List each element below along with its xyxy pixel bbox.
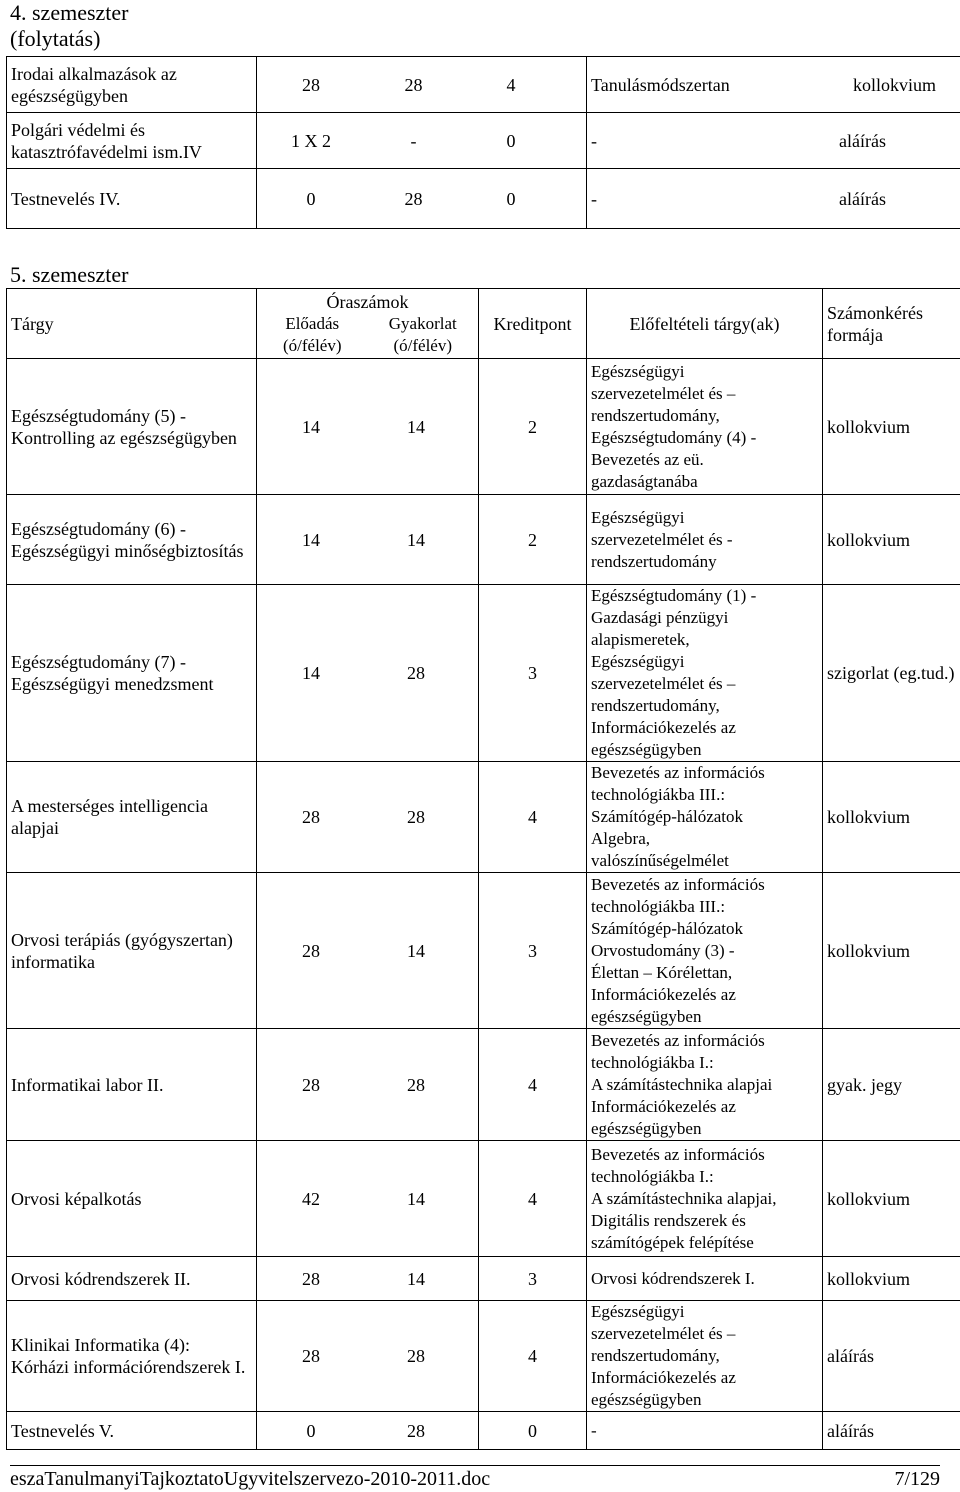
lecture-value: 28 bbox=[302, 1268, 320, 1289]
prereq-line: Bevezetés az információs bbox=[591, 1030, 765, 1050]
prereq-cell bbox=[587, 873, 823, 1029]
subject-cell: Egészségtudomány (7) - Egészségügyi menedzsment bbox=[7, 585, 257, 762]
prereq-line: rendszertudomány, bbox=[591, 1346, 720, 1365]
hours-group bbox=[261, 1345, 474, 1367]
prereq-line: Információkezelés az bbox=[591, 984, 736, 1004]
exam-value: kollokvium bbox=[823, 762, 960, 873]
sem4-title bbox=[10, 0, 129, 52]
prereq-line: Egészségtudomány (4) - bbox=[591, 427, 757, 447]
prereq-line: Információkezelés az bbox=[591, 1096, 736, 1116]
exam-value: aláírás bbox=[823, 1301, 960, 1412]
prereq-line: Algebra, bbox=[591, 829, 651, 848]
exam-value: kollokvium bbox=[852, 74, 936, 95]
footer-filename: eszaTanulmanyiTajkoztatoUgyvitelszervezo-2010-2011.doc bbox=[10, 1468, 491, 1490]
table-row bbox=[7, 1257, 960, 1301]
subject-cell: Egészségtudomány (5) - Kontrolling az egészségügyben bbox=[7, 359, 257, 495]
prereq-cell bbox=[587, 585, 823, 762]
subject-cell: Egészségtudomány (6) - Egészségügyi minőségbiztosítás bbox=[7, 495, 257, 585]
credit-value: 0 bbox=[506, 130, 516, 151]
sem5-table bbox=[6, 288, 960, 359]
prereq-cell bbox=[587, 1141, 823, 1257]
exam-value: kollokvium bbox=[823, 1141, 960, 1257]
practice-value: 28 bbox=[407, 1074, 425, 1095]
sem5-title: 5. szemeszter bbox=[10, 262, 129, 287]
lecture-value: 28 bbox=[302, 74, 320, 95]
hours-group bbox=[261, 940, 474, 962]
prereq-line: alapismeretek, bbox=[591, 630, 690, 649]
lecture-value: 28 bbox=[302, 1074, 320, 1095]
subject-cell: Klinikai Informatika (4): Kórházi információrendszerek I. bbox=[7, 1301, 257, 1412]
lecture-value: 28 bbox=[302, 807, 320, 827]
practice-value: 28 bbox=[407, 807, 425, 827]
subject-cell: Irodai alkalmazások az egészségügyben bbox=[7, 57, 257, 113]
footer-page-number: 7/129 bbox=[894, 1468, 940, 1490]
lecture-value: 28 bbox=[302, 940, 320, 961]
prereq-line: Bevezetés az információs bbox=[591, 874, 765, 894]
credit-value: 4 bbox=[479, 1141, 587, 1257]
prereq-line: szervezetelmélet és – bbox=[591, 383, 736, 403]
prereq-cell bbox=[587, 1029, 823, 1141]
practice-value: - bbox=[410, 130, 417, 151]
prereq-line: - bbox=[591, 1420, 597, 1440]
header-hours bbox=[257, 289, 479, 359]
subject-cell: Orvosi terápiás (gyógyszertan) informatika bbox=[7, 873, 257, 1029]
hours-cell bbox=[257, 1141, 479, 1257]
prereq-line: technológiákba III.: bbox=[591, 896, 726, 916]
hours-cell bbox=[257, 1412, 479, 1450]
prereq-line: Számítógép-hálózatok bbox=[591, 807, 744, 826]
hours-group bbox=[261, 1188, 474, 1210]
practice-value: 28 bbox=[407, 1420, 425, 1441]
prereq-line: egészségügyben bbox=[591, 1118, 702, 1138]
practice-value: 14 bbox=[407, 1268, 425, 1289]
table-row bbox=[7, 1301, 960, 1412]
prereq-line: Bevezetés az információs bbox=[591, 1144, 765, 1164]
prereq-line: Élettan – Kórélettan, bbox=[591, 962, 733, 982]
practice-value: 28 bbox=[407, 663, 425, 683]
prereq-line: technológiákba I.: bbox=[591, 1166, 714, 1186]
exam-value: kollokvium bbox=[823, 1257, 960, 1301]
prereq-line: egészségügyben bbox=[591, 1006, 702, 1026]
hours-credit-group bbox=[261, 188, 582, 210]
hours-group bbox=[261, 662, 474, 684]
prereq-line: rendszertudomány, bbox=[591, 696, 720, 715]
prereq-line: technológiákba I.: bbox=[591, 1052, 714, 1072]
table-row bbox=[7, 762, 960, 873]
table-row bbox=[7, 113, 960, 169]
table-row bbox=[7, 57, 960, 113]
prereq-line: szervezetelmélet és – bbox=[591, 674, 736, 693]
table-row bbox=[7, 1141, 960, 1257]
table-header-row bbox=[7, 289, 960, 359]
prereq-line: A számítástechnika alapjai bbox=[591, 1074, 773, 1094]
credit-value: 4 bbox=[479, 1029, 587, 1141]
table-row bbox=[7, 1029, 960, 1141]
hours-cell bbox=[257, 495, 479, 585]
prereq-line: egészségügyben bbox=[591, 740, 702, 759]
exam-value: kollokvium bbox=[823, 495, 960, 585]
practice-value: 14 bbox=[407, 416, 425, 437]
subject-cell: Informatikai labor II. bbox=[7, 1029, 257, 1141]
prereq-line: Orvostudomány (3) - bbox=[591, 940, 735, 960]
subject-cell: Testnevelés V. bbox=[7, 1412, 257, 1450]
header-lecture: Előadás (ó/félév) bbox=[282, 313, 342, 355]
prereq-line: Információkezelés az bbox=[591, 718, 736, 737]
prereq-line: Egészségügyi bbox=[591, 507, 685, 527]
prereq-line: számítógépek felépítése bbox=[591, 1232, 754, 1252]
exam-value: aláírás bbox=[823, 1412, 960, 1450]
prereq-line: egészségügyben bbox=[591, 1390, 702, 1409]
lecture-value: 0 bbox=[306, 1420, 316, 1441]
lecture-value: 14 bbox=[302, 416, 320, 437]
hours-cell bbox=[257, 1029, 479, 1141]
hours-cell bbox=[257, 762, 479, 873]
header-subject: Tárgy bbox=[7, 289, 257, 359]
prereq-line: Egészségügyi bbox=[591, 652, 685, 671]
table-row bbox=[7, 1412, 960, 1450]
exam-value: szigorlat (eg.tud.) bbox=[823, 585, 960, 762]
lecture-value: 1 X 2 bbox=[291, 130, 331, 151]
header-practice: Gyakorlat (ó/félév) bbox=[388, 313, 457, 355]
prereq-line: Bevezetés az információs bbox=[591, 763, 765, 782]
hours-cell bbox=[257, 585, 479, 762]
hours-group bbox=[261, 416, 474, 438]
practice-value: 14 bbox=[407, 1188, 425, 1209]
prereq-line: Egészségügyi bbox=[591, 1302, 685, 1321]
prereq-line: szervezetelmélet és - bbox=[591, 529, 733, 549]
credit-value: 4 bbox=[479, 762, 587, 873]
page-footer bbox=[10, 1465, 940, 1490]
prereq-cell bbox=[587, 762, 823, 873]
hours-group bbox=[261, 529, 474, 551]
header-prereq: Előfeltételi tárgy(ak) bbox=[587, 289, 823, 359]
prereq-line: gazdaságtanába bbox=[591, 471, 698, 491]
prereq-value: - bbox=[591, 130, 597, 151]
practice-value: 14 bbox=[407, 529, 425, 550]
sem4-table bbox=[6, 56, 960, 229]
prereq-line: technológiákba III.: bbox=[591, 785, 726, 804]
prereq-line: Egészségtudomány (1) - bbox=[591, 586, 757, 605]
exam-value: kollokvium bbox=[823, 873, 960, 1029]
sem5-body-table bbox=[6, 358, 960, 1450]
subject-cell: Orvosi képalkotás bbox=[7, 1141, 257, 1257]
lecture-value: 28 bbox=[302, 1346, 320, 1366]
lecture-value: 14 bbox=[302, 529, 320, 550]
credit-value: 0 bbox=[479, 1412, 587, 1450]
sem4-title-line1: 4. szemeszter bbox=[10, 0, 129, 25]
header-hours-label: Óraszámok bbox=[326, 291, 409, 312]
header-exam: Számonkérés formája bbox=[823, 289, 960, 359]
prereq-line: rendszertudomány bbox=[591, 551, 717, 571]
exam-value: aláírás bbox=[839, 130, 886, 151]
exam-value: kollokvium bbox=[823, 359, 960, 495]
prereq-line: Gazdasági pénzügyi bbox=[591, 608, 729, 627]
practice-value: 28 bbox=[407, 1346, 425, 1366]
hours-group bbox=[261, 1074, 474, 1096]
exam-value: gyak. jegy bbox=[823, 1029, 960, 1141]
hours-group bbox=[261, 1268, 474, 1290]
prereq-line: Orvosi kódrendszerek I. bbox=[591, 1268, 755, 1288]
table-row bbox=[7, 359, 960, 495]
prereq-cell bbox=[587, 1301, 823, 1412]
credit-value: 3 bbox=[479, 873, 587, 1029]
credit-value: 4 bbox=[506, 74, 516, 95]
prereq-line: A számítástechnika alapjai, bbox=[591, 1188, 777, 1208]
prereq-line: rendszertudomány, bbox=[591, 405, 720, 425]
hours-cell bbox=[257, 1301, 479, 1412]
prereq-value: - bbox=[591, 188, 597, 209]
subject-cell: Testnevelés IV. bbox=[7, 169, 257, 229]
credit-value: 2 bbox=[479, 359, 587, 495]
hours-cell bbox=[257, 359, 479, 495]
lecture-value: 0 bbox=[306, 188, 316, 209]
table-row bbox=[7, 495, 960, 585]
prereq-line: Digitális rendszerek és bbox=[591, 1210, 746, 1230]
prereq-line: szervezetelmélet és – bbox=[591, 1324, 736, 1343]
credit-value: 0 bbox=[506, 188, 516, 209]
credit-value: 4 bbox=[479, 1301, 587, 1412]
practice-value: 14 bbox=[407, 940, 425, 961]
sem4-title-line2: (folytatás) bbox=[10, 26, 101, 51]
hours-cell bbox=[257, 1257, 479, 1301]
lecture-value: 42 bbox=[302, 1188, 320, 1209]
table-row bbox=[7, 169, 960, 229]
prereq-line: Egészségügyi bbox=[591, 361, 685, 381]
hours-group bbox=[261, 1420, 474, 1442]
table-row bbox=[7, 585, 960, 762]
prereq-line: valószínűségelmélet bbox=[591, 851, 729, 870]
credit-value: 3 bbox=[479, 585, 587, 762]
prereq-line: Számítógép-hálózatok bbox=[591, 918, 744, 938]
hours-credit-group bbox=[261, 74, 582, 96]
credit-value: 3 bbox=[479, 1257, 587, 1301]
prereq-cell bbox=[587, 1412, 823, 1450]
exam-value: aláírás bbox=[839, 188, 886, 209]
practice-value: 28 bbox=[404, 188, 423, 209]
hours-credit-group bbox=[261, 130, 582, 152]
subject-cell: A mesterséges intelligencia alapjai bbox=[7, 762, 257, 873]
header-credit: Kreditpont bbox=[479, 289, 587, 359]
prereq-value: Tanulásmódszertan bbox=[591, 74, 730, 95]
prereq-cell bbox=[587, 495, 823, 585]
prereq-line: Információkezelés az bbox=[591, 1368, 736, 1387]
table-row bbox=[7, 873, 960, 1029]
subject-cell: Polgári védelmi és katasztrófavédelmi ism.IV bbox=[7, 113, 257, 169]
lecture-value: 14 bbox=[302, 663, 320, 683]
prereq-cell bbox=[587, 359, 823, 495]
prereq-line: Bevezetés az eü. bbox=[591, 449, 704, 469]
hours-cell bbox=[257, 873, 479, 1029]
practice-value: 28 bbox=[404, 74, 423, 95]
prereq-cell bbox=[587, 1257, 823, 1301]
credit-value: 2 bbox=[479, 495, 587, 585]
hours-group bbox=[261, 806, 474, 828]
subject-cell: Orvosi kódrendszerek II. bbox=[7, 1257, 257, 1301]
